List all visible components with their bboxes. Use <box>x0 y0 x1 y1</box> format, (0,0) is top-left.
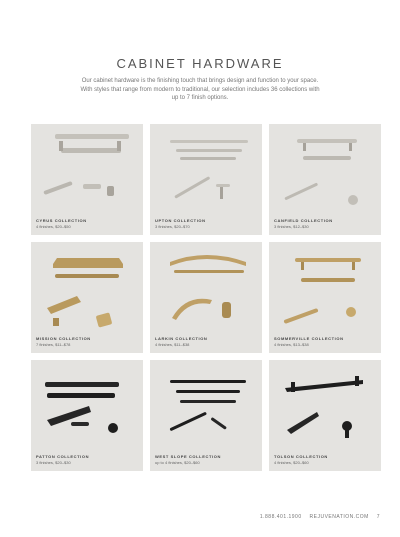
collection-name: TOLSON COLLECTION <box>274 454 328 459</box>
collection-name: WEST SLOPE COLLECTION <box>155 454 221 459</box>
collection-tile-west-slope[interactable] <box>150 360 262 471</box>
collection-detail: 3 finishes, $12–$30 <box>274 223 309 229</box>
page-title: CABINET HARDWARE <box>116 56 284 71</box>
collection-name: PATTON COLLECTION <box>36 454 90 459</box>
collection-detail: 4 finishes, $11–$38 <box>155 341 190 347</box>
collection-tile-larkin[interactable] <box>150 242 262 353</box>
phone-number[interactable]: 1.888.401.1900 <box>259 514 302 520</box>
collection-name: CYRUS COLLECTION <box>36 218 87 223</box>
website-link[interactable]: REJUVENATION.COM <box>309 514 369 520</box>
collection-detail: 7 finishes, $11–$78 <box>36 341 71 347</box>
collection-name: UPTON COLLECTION <box>155 218 206 223</box>
intro-text: Our cabinet hardware is the finishing touch that brings design and function to your space. With styles that range from modern to traditional, our selection includes 36 collections with up to 7 finish options. <box>80 78 320 101</box>
collection-detail: 3 finishes, $20–$70 <box>155 223 190 229</box>
collection-tile-mission[interactable] <box>31 242 143 353</box>
page-number: 7 <box>376 514 380 520</box>
collection-name: SOMMERVILLE COLLECTION <box>274 336 344 341</box>
collection-tile-patton[interactable] <box>31 360 143 471</box>
collection-tile-tolson[interactable] <box>269 360 381 471</box>
collection-tile-cyrus[interactable] <box>31 124 143 235</box>
collection-tile-canfield[interactable] <box>269 124 381 235</box>
collection-tile-sommerville[interactable] <box>269 242 381 353</box>
page-footer <box>254 514 380 520</box>
collection-detail: up to 4 finishes, $20–$60 <box>155 459 200 465</box>
collection-detail: 3 finishes, $20–$30 <box>36 459 71 465</box>
collection-name: CANFIELD COLLECTION <box>274 218 333 223</box>
collection-tile-upton[interactable] <box>150 124 262 235</box>
collection-grid <box>31 124 381 471</box>
collection-detail: 4 finishes, $20–$60 <box>274 459 309 465</box>
collection-detail: 4 finishes, $20–$50 <box>36 223 71 229</box>
collection-detail: 4 finishes, $13–$38 <box>274 341 309 347</box>
collection-name: LARKIN COLLECTION <box>155 336 208 341</box>
collection-name: MISSION COLLECTION <box>36 336 91 341</box>
